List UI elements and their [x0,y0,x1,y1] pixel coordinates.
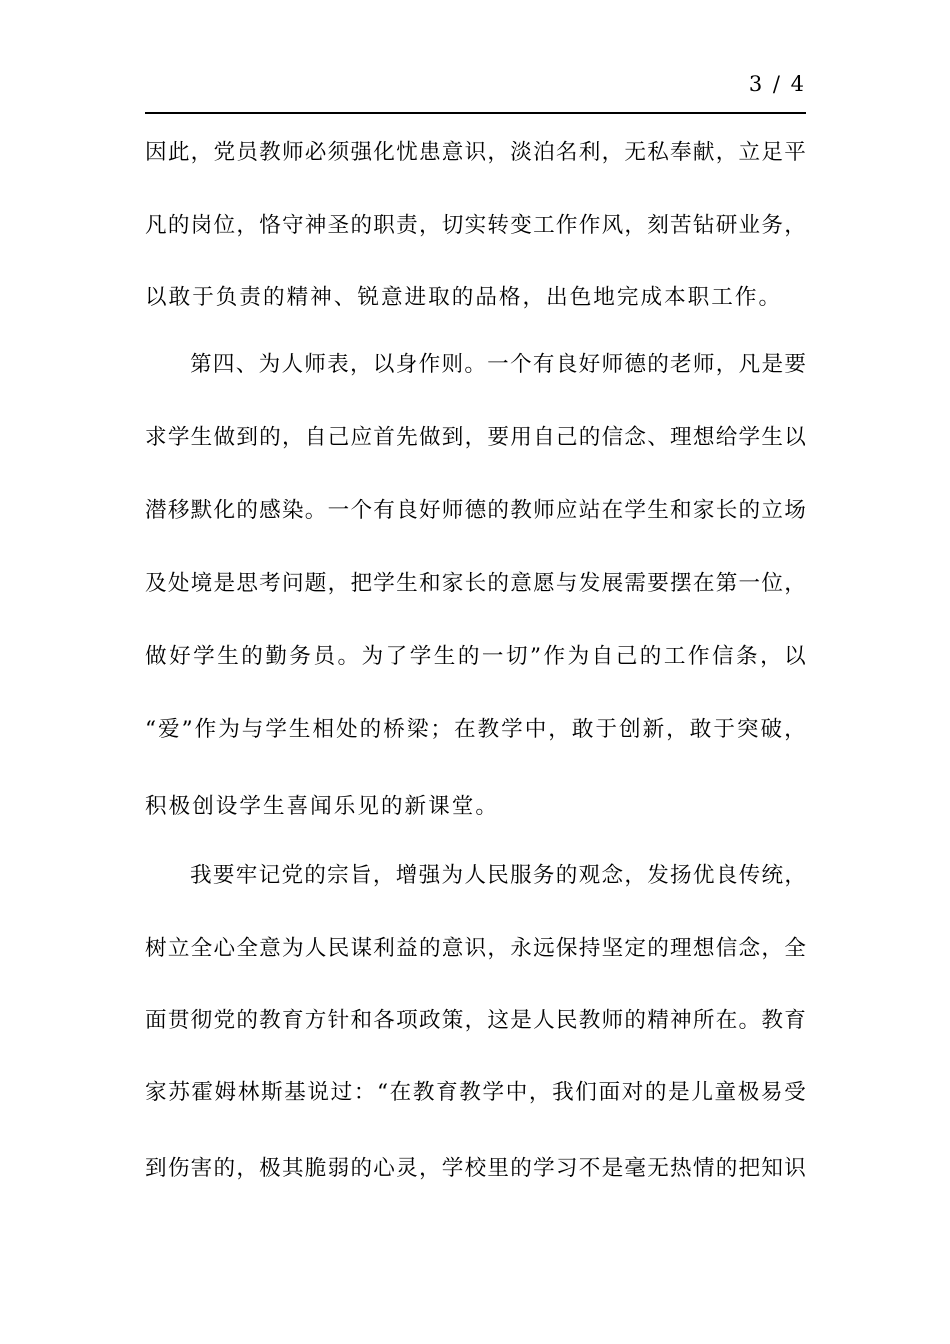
paragraph-first-line: 第 四 、 为 人 师 表 ， 以 身 作 则 。 一 个 有 良 好 师 德 的 老 师 ， 凡 是 要 [190,352,806,377]
text-line: 到 伤 害 的 ， 极 其 脆 弱 的 心 灵 ， 学 校 里 的 学 习 不 是 毫 无 热 情 的 把 知 识 [145,1156,806,1181]
page-header [145,66,806,114]
text-line: 因 此 ， 党 员 教 师 必 须 强 化 忧 患 意 识 ， 淡 泊 名 利 ， 无 私 奉 献 ， 立 足 平 [145,140,806,165]
text-line: 凡 的 岗 位 ， 恪 守 神 圣 的 职 责 ， 切 实 转 变 工 作 作 风 ， 刻 苦 钻 研 业 务 ， [145,213,806,238]
text-line: 树 立 全 心 全 意 为 人 民 谋 利 益 的 意 识 ， 永 远 保 持 坚 定 的 理 想 信 念 ， 全 [145,936,806,961]
text-line: 积极创设学生喜闻乐见的新课堂。 [145,794,499,819]
text-line: 面 贯 彻 党 的 教 育 方 针 和 各 项 政 策 ， 这 是 人 民 教 师 的 精 神 所 在 。 教 育 [145,1008,806,1033]
text-line: 做 好 学 生 的 勤 务 员 。 为 了 学 生 的 一 切 ” 作 为 自 己 的 工 作 信 条 ， 以 [145,644,806,669]
text-line: “ 爱 ” 作 为 与 学 生 相 处 的 桥 梁 ； 在 教 学 中 ， 敢 于 创 新 ， 敢 于 突 破 ， [145,717,806,742]
text-line: 求 学 生 做 到 的 ， 自 己 应 首 先 做 到 ， 要 用 自 己 的 信 念 、 理 想 给 学 生 以 [145,425,806,450]
text-line: 及 处 境 是 思 考 问 题 ， 把 学 生 和 家 长 的 意 愿 与 发 展 需 要 摆 在 第 一 位 ， [145,571,806,596]
text-line: 家 苏 霍 姆 林 斯 基 说 过 ： “ 在 教 育 教 学 中 ， 我 们 面 对 的 是 儿 童 极 易 受 [145,1080,806,1105]
page-number: 3 / 4 [748,72,806,96]
text-line: 以敢于负责的精神、锐意进取的品格，出色地完成本职工作。 [145,285,783,310]
paragraph-first-line: 我 要 牢 记 党 的 宗 旨 ， 增 强 为 人 民 服 务 的 观 念 ， 发 扬 优 良 传 统 ， [190,863,806,888]
text-line: 潜 移 默 化 的 感 染 。 一 个 有 良 好 师 德 的 教 师 应 站 在 学 生 和 家 长 的 立 场 [145,498,806,523]
